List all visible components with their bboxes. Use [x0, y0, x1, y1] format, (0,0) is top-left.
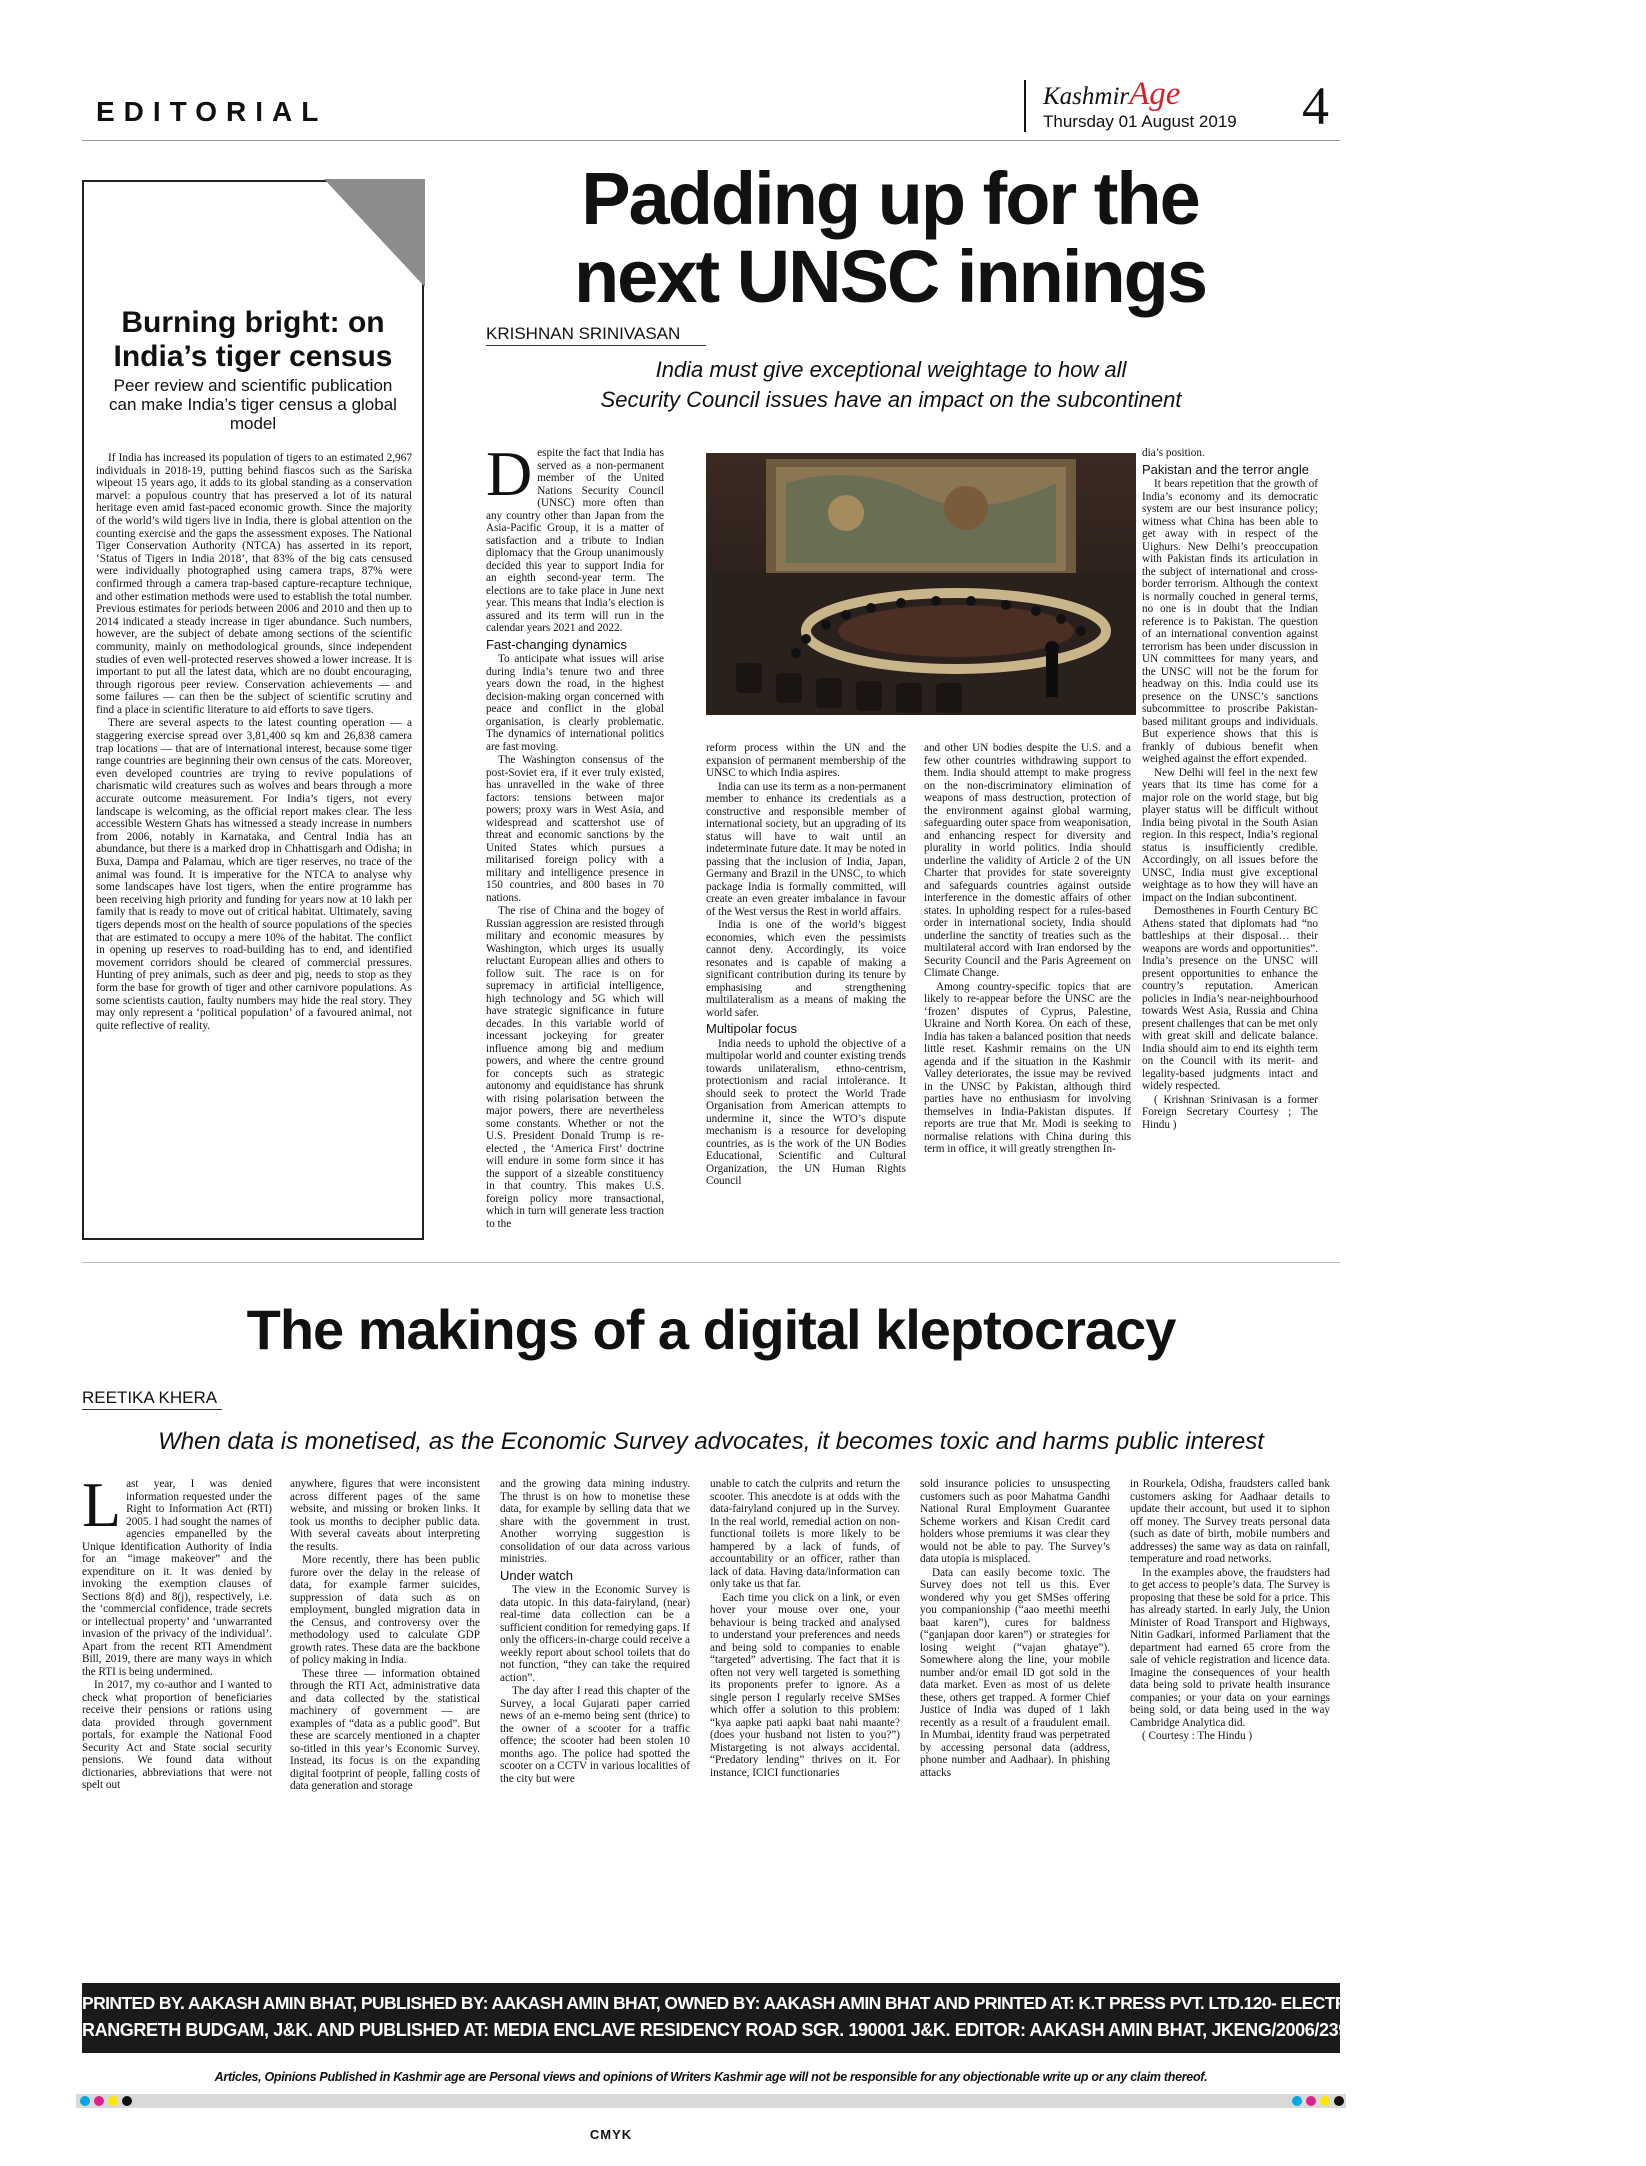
sidebar-paragraph: There are several aspects to the latest counting operation — a staggering exercise spread over 3,81,400 sq km and 26,838 camera trap locations — that are of international interest, because some tiger range countries are beginning their own census of the cats. Moreover, even developed countries are trying to revive populations of charismatic wild creatures such as wolves and bears through a more accurate outcome measurement. For India’s tigers, not every landscape is welcoming, as the official report makes clear. The less accessible Western Ghats has witnessed a steady increase in numbers from 2006, notably in Karnataka, and Central India has an abundance, but there is a marked drop in Chhattisgarh and Odisha; in Buxa, Dampa and Palamau, which are tiger reserves, no trace of the animal was found. It is imperative for the NTCA to analyse why some landscapes have lost tigers, when the entire programme has been receiving high priority and funding for years now at 10 lakh per family that is ready to move out of critical habitat. Ultimately, saving tigers depends most on the health of source populations of the species that are estimated to occupy a mere 10% of the habitat. The conflict in opening up reserves to road-building has to end, and identified movement corridors should be cleared of commercial pressures. Hunting of prey animals, such as deer and pig, needs to stop as they form the base for growth of tiger and other carnivore populations. As some scientists caution, faulty numbers may hide the real story. They may only represent a ‘political population’ of a favoured animal, not quite reflective of reality. [96, 717, 412, 1032]
paragraph: In 2017, my co-author and I wanted to check what proportion of beneficiaries receive their pensions or rations using data provided through government portals, for example the National Food Security Act and State social security pensions. We found data without dictionaries, abbreviations that were not spelt out [82, 1679, 272, 1791]
article2-byline: REETIKA KHERA [82, 1388, 218, 1407]
paragraph: The rise of China and the bogey of Russian aggression are resisted through military and economic measures by Washington, which urges its usually reluctant European allies and others to follow suit. The race is on for supremacy in artificial intelligence, high technology and 5G which will have strategic significance in future decades. In this variable world of incessant jockeying for greater influence among big and medium powers, and where the centre ground for concepts such as strategic autonomy and equidistance has shrunk with rising polarisation between the major powers, there are nevertheless some constants. Whether or not the U.S. President Donald Trump is re-elected , the ‘America First’ doctrine will endure in some form since it has the support of a sizeable constituency in that country. This makes U.S. foreign policy more transactional, which in turn will generate less traction to the [486, 905, 664, 1230]
page-number: 4 [1302, 76, 1329, 136]
article1-headline-line2: next UNSC innings [573, 235, 1207, 318]
printer-color-strip [76, 2094, 1346, 2108]
article2-column-3 [500, 1478, 690, 1786]
paragraph: reform process within the UN and the expansion of permanent membership of the UNSC to which India aspires. [706, 742, 906, 779]
paragraph: anywhere, figures that were inconsistent across different pages of the same website, and missing or broken links. It took us months to decipher public data. With several caveats about interpreting the results. [290, 1478, 480, 1553]
article-separator [82, 1262, 1340, 1263]
sidebar-deck: Peer review and scientific publication can make India’s tiger census a global model [109, 376, 397, 433]
registration-dot-cyan [80, 2096, 90, 2106]
article1-column-4 [1142, 447, 1318, 1132]
article1-byline-rule [486, 345, 706, 346]
paragraph: In the examples above, the fraudsters had to get access to people’s data. The Survey is proposing that these be sold for a price. This has already started. In early July, the Union Minister of Road Transport and Highways, Nitin Gadkari, informed Parliament that the department had earned 65 crore from the sale of vehicle registration and licence data. Imagine the consequences of your health data being sold to private health insurance companies; or your data on your earnings being sold, or data being used in the way Cambridge Analytica did. [1130, 1566, 1330, 1729]
sidebar-paragraph: If India has increased its population of tigers to an estimated 2,967 individuals in 2018-19, putting behind fiascos such as the Sariska wipeout 15 years ago, it adds to its global standing as a conservation marvel: a populous country that has preserved a lot of its natural heritage even amid fast-paced economic growth. Since the majority of the world’s wild tigers live in India, there is global attention on the counting exercise and the gaps the assessment exposes. The National Tiger Conservation Authority (NTCA) has asserted in its report, ‘Status of Tigers in India 2018’, that 83% of the big cats censused were individually photographed using camera traps, 87% were confirmed through a camera trap-based capture-recapture technique, and other estimation methods were used to establish the total number. Previous estimates for periods between 2006 and 2010 and then up to 2014 indicated a steady increase in tiger abundance. Such numbers, however, are the subject of debate among sections of the scientific community, mainly on methodological grounds, since independent studies of even well-protected reserves showed a lower increase. It is important to put all the latest data, which are no doubt encouraging, through rigorous peer review. Conservation achievements — and some failures — can then be the subject of scientific scrutiny and find a place in scientific literature to aid efforts to save tigers. [96, 452, 412, 716]
article2-byline-rule [82, 1409, 222, 1410]
article1-column-3 [924, 742, 1131, 1157]
paragraph: Among country-specific topics that are likely to re-appear before the UNSC are the ‘frozen’ disputes of Cyprus, Palestine, Ukraine and North Korea. On each of these, India has taken a balanced position that needs little reset. Kashmir remains on the UN agenda and if the situation in the Kashmir Valley deteriorates, the issue may be revived in the UNSC by Pakistan, although third parties have no enthusiasm for involving themselves in India-Pakistan disputes. If reports are true that Mr. Modi is seeking to normalise relations with China during this term in office, it will greatly strengthen In- [924, 980, 1131, 1155]
paragraph-text: ast year, I was denied information requested under the Right to Information Act (RTI) 2005. I had sought the names of agencies empanelled by the Unique Identification Authority of India for an “image makeover” and the expenditure on it. It was denied by invoking the exemption clauses of Sections 8(d) and 8(j), respectively, i.e. the ‘commercial confidence, trade secrets or intellectual property’ and ‘unwarranted invasion of the privacy of the individual’. Apart from the recent RTI Amendment Bill, 2019, there are many ways in which the RTI is being undermined. [82, 1478, 272, 1678]
issue-date: Thursday 01 August 2019 [1043, 112, 1237, 131]
sidebar-body [96, 452, 412, 1033]
article1-byline: KRISHNAN SRINIVASAN [486, 324, 681, 343]
article1-column-2 [706, 742, 906, 1189]
paragraph-text: espite the fact that India has served as a non-permanent member of the United Nations Security Council (UNSC) more often than any country other than Japan from the Asia-Pacific Group, it is a matter of satisfaction and a tribute to Indian diplomacy that the Group unanimously decided this year to support India for an eighth second-year term. The elections are to take place in June next year. This means that India’s election is assured and its term will run in the calendar years 2021 and 2022. [486, 447, 664, 634]
paragraph: dia’s position. [1142, 447, 1205, 459]
paragraph: India is one of the world’s biggest economies, which even the pessimists cannot deny. Accordingly, its voice resonates and is capable of making a significant contribution during its tenure by emphasising and strengthening multilateralism as a means of making the world safer. [706, 919, 906, 1019]
paragraph: It bears repetition that the growth of India’s economy and its democratic system are our best insurance policy; witness what China has been able to get away with in respect of the Uighurs. New Delhi’s preoccupation with Pakistan finds its articulation in the subject of international and cross-border terrorism. Although the context is normally couched in general terms, no one is in doubt that the Indian reference is to Pakistan. The question of an international convention against terrorism has been under discussion in UN committees for many years, and the UNSC will not be the forum for headway on this. India could use its presence on the UNSC’s sanctions subcommittee to proscribe Pakistan-based militant groups and individuals. But experience shows that this is frankly of dubious benefit when weighed against the effort expended. [1142, 478, 1318, 765]
paragraph: in Rourkela, Odisha, fraudsters called bank customers asking for Aadhaar details to update their account, but used it to siphon off money. The Survey treats personal data (such as date of birth, mobile numbers and addresses) the same way as data on rainfall, temperature and road networks. [1130, 1478, 1330, 1565]
paragraph: More recently, there has been public furore over the delay in the release of data, for example farmer suicides, suppression of data such as on employment, bungled migration data in the Census, and controversy over the methodology used to calculate GDP growth rates. These data are the backbone of policy making in India. [290, 1554, 480, 1666]
paragraph: The Washington consensus of the post-Soviet era, if it ever truly existed, has unravelled in the wake of three factors: tensions between major powers; proxy wars in West Asia, and widespread and scattershot use of threat and economic sanctions by the United States which pursues a militarised foreign policy with a military and intelligence presence in 150 countries, and 800 bases in 70 nations. [486, 754, 664, 904]
paragraph: New Delhi will feel in the next few years that its time has come for a major role on the world stage, but big player status will be difficult without India being pivotal in the South Asian region. In this respect, India’s regional status is insufficiently credible. Accordingly, on all issues before the UNSC, India must give exceptional weightage as to how they will have an impact on the Indian subcontinent. [1142, 766, 1318, 904]
cmyk-mark-text: CMYK [589, 2127, 633, 2142]
disclaimer: Articles, Opinions Published in Kashmir age are Personal views and opinions of Writers Kashmir age will not be responsible for any objectionable write up or any claim thereof. [214, 2070, 1208, 2084]
drop-cap: D [486, 438, 533, 509]
section-label: EDITORIAL [96, 96, 328, 127]
sidebar-corner-decoration [324, 179, 426, 289]
paragraph: unable to catch the culprits and return the scooter. This anecdote is at odds with the data-fairyland conjured up in the Survey. In the real world, remedial action on non-functional toilets is more likely to be hampered by a lack of funds, of accountability or an officer, rather than lack of data. Having data/information can only take us that far. [710, 1478, 900, 1590]
paper-logo-part1: Kashmir [1043, 83, 1130, 110]
paragraph: Data can easily become toxic. The Survey does not tell us this. Ever wondered why you get SMSes offering you companionship (“aao meethi meethi baat karen”), cures for baldness (“ganjapan door karen”) or strategies for losing weight (“vajan ghataye”). Somewhere along the line, your mobile number and/or email ID got sold in the data market. Even as most of us delete these, others get trapped. A former Chief Justice of India was duped of 1 lakh recently as a result of a fraudulent email. In Mumbai, identity fraud was perpetrated by accessing personal data (address, phone number and Aadhaar). In phishing attacks [920, 1566, 1110, 1779]
article2-column-6 [1130, 1478, 1330, 1744]
registration-dot-yellow-right [1320, 2096, 1330, 2106]
registration-dot-black [122, 2096, 132, 2106]
masthead-rule [82, 140, 1340, 141]
subheading: Under watch [500, 1567, 573, 1583]
paragraph: Each time you click on a link, or even hover your mouse over one, your behaviour is being tracked and analysed to understand your preferences and needs and being sold to companies to enable “targeted” advertising. The fact that it is often not very well targeted is something its proponents prefer to ignore. As a single person I regularly receive SMSes which offer a solution to this problem: “kya aapke pati aapki baat nahi maante? (does your husband not listen to you?”) Mistargeting is not always accidental. “Predatory lending” thrives on it. For instance, ICICI functionaries [710, 1591, 900, 1779]
paragraph: The day after I read this chapter of the Survey, a local Gujarati paper carried news of an e-memo being sent (thrice) to the owner of a scooter for a traffic offence; the scooter had been stolen 10 months ago. The police had spotted the scooter on a CCTV in various localities of the city but were [500, 1685, 690, 1785]
paragraph: India can use its term as a non-permanent member to enhance its credentials as a constructive and responsible member of international society, but an upgrading of its status will have to wait until an indeterminate future date. It may be noted in passing that the inclusion of India, Japan, Germany and Brazil in the UNSC, to which package India is formally committed, will create an even greater imbalance in favour of the West versus the Rest in world affairs. [706, 780, 906, 918]
drop-cap: L [82, 1469, 122, 1540]
paper-logo [1043, 76, 1180, 113]
unsc-chamber-photo [706, 453, 1136, 715]
cmyk-mark [576, 2127, 646, 2142]
article1-column-1 [486, 438, 664, 1231]
paragraph: ( Krishnan Srinivasan is a former Foreign Secretary Courtesy ; The Hindu ) [1142, 1093, 1318, 1131]
article2-column-1 [82, 1469, 272, 1793]
paragraph [82, 1469, 272, 1678]
sidebar-title: Burning bright: on India’s tiger census [113, 306, 393, 373]
paragraph: India needs to uphold the objective of a multipolar world and counter existing trends towards unilateralism, ethno-centrism, protectionism and racial intolerance. It should seek to protect the World Trade Organisation from American attempts to undermine it, since the WTO’s dispute mechanism is a resource for developing countries, as is the work of the UN Bodies Educational, Scientific and Cultural Organization, the UN Human Rights Council [706, 1037, 906, 1187]
subheading: Fast-changing dynamics [486, 636, 627, 652]
registration-dot-black-right [1334, 2096, 1344, 2106]
paragraph: To anticipate what issues will arise during India’s tenure two and three years down the road, in the highest decision-making organ concerned with peace and conflict in the global organisation, is clearly problematic. The dynamics of international politics are fast moving. [486, 653, 664, 753]
paragraph: These three — information obtained through the RTI Act, administrative data and data collected by the statistical machinery of government — are examples of “data as a public good”. But these are scarcely mentioned in a chapter so-titled in this year’s Economic Survey. Instead, its focus is on the expanding digital footprint of people, falling costs of data generation and storage [290, 1667, 480, 1792]
paragraph: and other UN bodies despite the U.S. and a few other countries withdrawing support to them. India should attempt to make progress on the non-discriminatory elimination of weapons of mass destruction, protection of the environment against global warming, safeguarding outer space from weaponisation, and enhancing respect for diversity and plurality in world politics. India should underline the validity of Article 2 of the UN Charter that provides for state sovereignty and safeguards countries against outside interference in the domestic affairs of other states. In upholding respect for a rules-based order in international society, India should underline the sanctity of treaties such as the multilateral accord with Iran endorsed by the Security Council and the Paris Agreement on Climate Change. [924, 742, 1131, 979]
paper-logo-part2: Age [1129, 76, 1181, 112]
article2-column-5 [920, 1478, 1110, 1780]
registration-dot-cyan-right [1292, 2096, 1302, 2106]
paragraph: and the growing data mining industry. The thrust is on how to monetise these data, for example by selling data that we share with the government in trust. Another worrying suggestion is consolidation of our data across various ministries. [500, 1478, 690, 1565]
article1-standfirst-line2: Security Council issues have an impact on the subcontinent [600, 387, 1182, 412]
subheading: Multipolar focus [706, 1021, 798, 1036]
registration-dot-magenta-right [1306, 2096, 1316, 2106]
article2-column-4 [710, 1478, 900, 1780]
paragraph: Demosthenes in Fourth Century BC Athens stated that diplomats had “no battleships at their disposal… their weapons are words and opportunities”. India’s presence on the UNSC will present opportunities to enhance the country’s reputation. American policies in India’s near-neighbourhood towards West Asia, Russia and China present challenges that can be met only with great skill and delicate balance. India should aim to end its eighth term on the Council with its merit- and legality-based judgments intact and widely respected. [1142, 905, 1318, 1092]
article1-headline [430, 157, 1350, 318]
paragraph [486, 438, 664, 635]
masthead-divider [1024, 80, 1026, 132]
article2-headline: The makings of a digital kleptocracy [246, 1298, 1176, 1361]
article1-headline-line1: Padding up for the [581, 157, 1199, 240]
paragraph: ( Courtesy : The Hindu ) [1142, 1730, 1253, 1742]
paragraph: The view in the Economic Survey is data utopic. In this data-fairyland, (near) real-time data collection can be a sufficient condition for remedying gaps. If only the officers-in-charge could receive a weekly report about school toilets that do not function, “they can take the required action”. [500, 1584, 690, 1684]
paragraph: sold insurance policies to unsuspecting customers such as poor Mahatma Gandhi National Rural Employment Guarantee Scheme workers and Kisan Credit card holders whose premiums it was clear they would not be able to pay. The Survey’s data utopia is misplaced. [920, 1478, 1110, 1565]
article2-column-2 [290, 1478, 480, 1794]
registration-dot-magenta [94, 2096, 104, 2106]
article1-standfirst [486, 355, 1296, 415]
article1-standfirst-line1: India must give exceptional weightage to how all [655, 357, 1127, 382]
article2-standfirst: When data is monetised, as the Economic Survey advocates, it becomes toxic and harms public interest [158, 1428, 1264, 1455]
registration-dot-yellow [108, 2096, 118, 2106]
imprint-line-2: RANGRETH BUDGAM, J&K. AND PUBLISHED AT: MEDIA ENCLAVE RESIDENCY ROAD SGR. 190001 J&K. EDITOR: AAKASH AMIN BHAT, JKENG/2006/23952 [82, 2020, 1368, 2040]
imprint-line-1: PRINTED BY. AAKASH AMIN BHAT, PUBLISHED BY: AAKASH AMIN BHAT, OWNED BY: AAKASH AMIN BHAT AND PRINTED AT: K.T PRESS PVT. LTD.120- ELECTRONIC COMPLEX INDUSTRIAL ESTATE [82, 1993, 1646, 2013]
subheading: Pakistan and the terror angle [1142, 461, 1309, 477]
